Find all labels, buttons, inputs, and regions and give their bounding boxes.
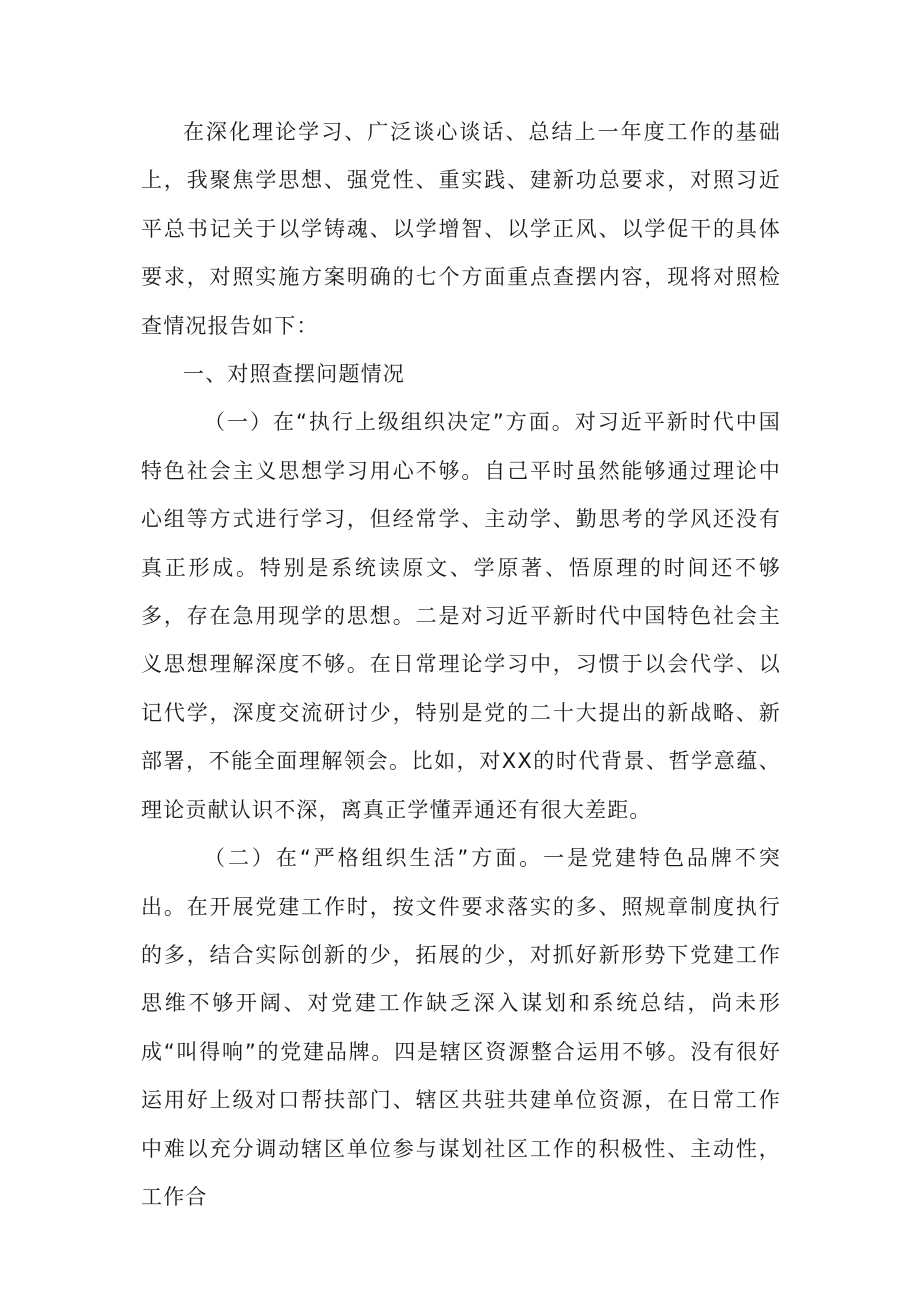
intro-paragraph: 在深化理论学习、广泛谈心谈话、总结上一年度工作的基础上，我聚焦学思想、强党性、重实践、建新功总要求，对照习近平总书记关于以学铸魂、以学增智、以学正风、以学促干的具体要求，对照实施方案明确的七个方面重点查摆内容，现将对照检查情况报告如下： xyxy=(141,120,781,338)
item-paragraph-1: （一）在“执行上级组织决定”方面。对习近平新时代中国特色社会主义思想学习用心不够。自己平时虽然能够通过理论中心组等方式进行学习，但经常学、主动学、勤思考的学风还没有真正形成。特别是系统读原文、学原著、悟原理的时间还不够多，存在急用现学的思想。二是对习近平新时代中国特色社会主义思想理解深度不够。在日常理论学习中，习惯于以会代学、以记代学，深度交流研讨少，特别是党的二十大提出的新战略、新部署，不能全面理解领会。比如，对XX的时代背景、哲学意蕴、理论贡献认识不深，离真正学懂弄通还有很大差距。 xyxy=(141,410,781,822)
section-heading: 一、对照查摆问题情况 xyxy=(183,362,405,387)
item-paragraph-2: （二）在“严格组织生活”方面。一是党建特色品牌不突出。在开展党建工作时，按文件要求落实的多、照规章制度执行的多，结合实际创新的少，拓展的少，对抓好新形势下党建工作思维不够开阔、对党建工作缺乏深入谋划和系统总结，尚未形成“叫得响”的党建品牌。四是辖区资源整合运用不够。没有很好运用好上级对口帮扶部门、辖区共驻共建单位资源，在日常工作中难以充分调动辖区单位参与谋划社区工作的积极性、主动性，工作合 xyxy=(141,846,781,1209)
document-body xyxy=(141,108,781,1221)
